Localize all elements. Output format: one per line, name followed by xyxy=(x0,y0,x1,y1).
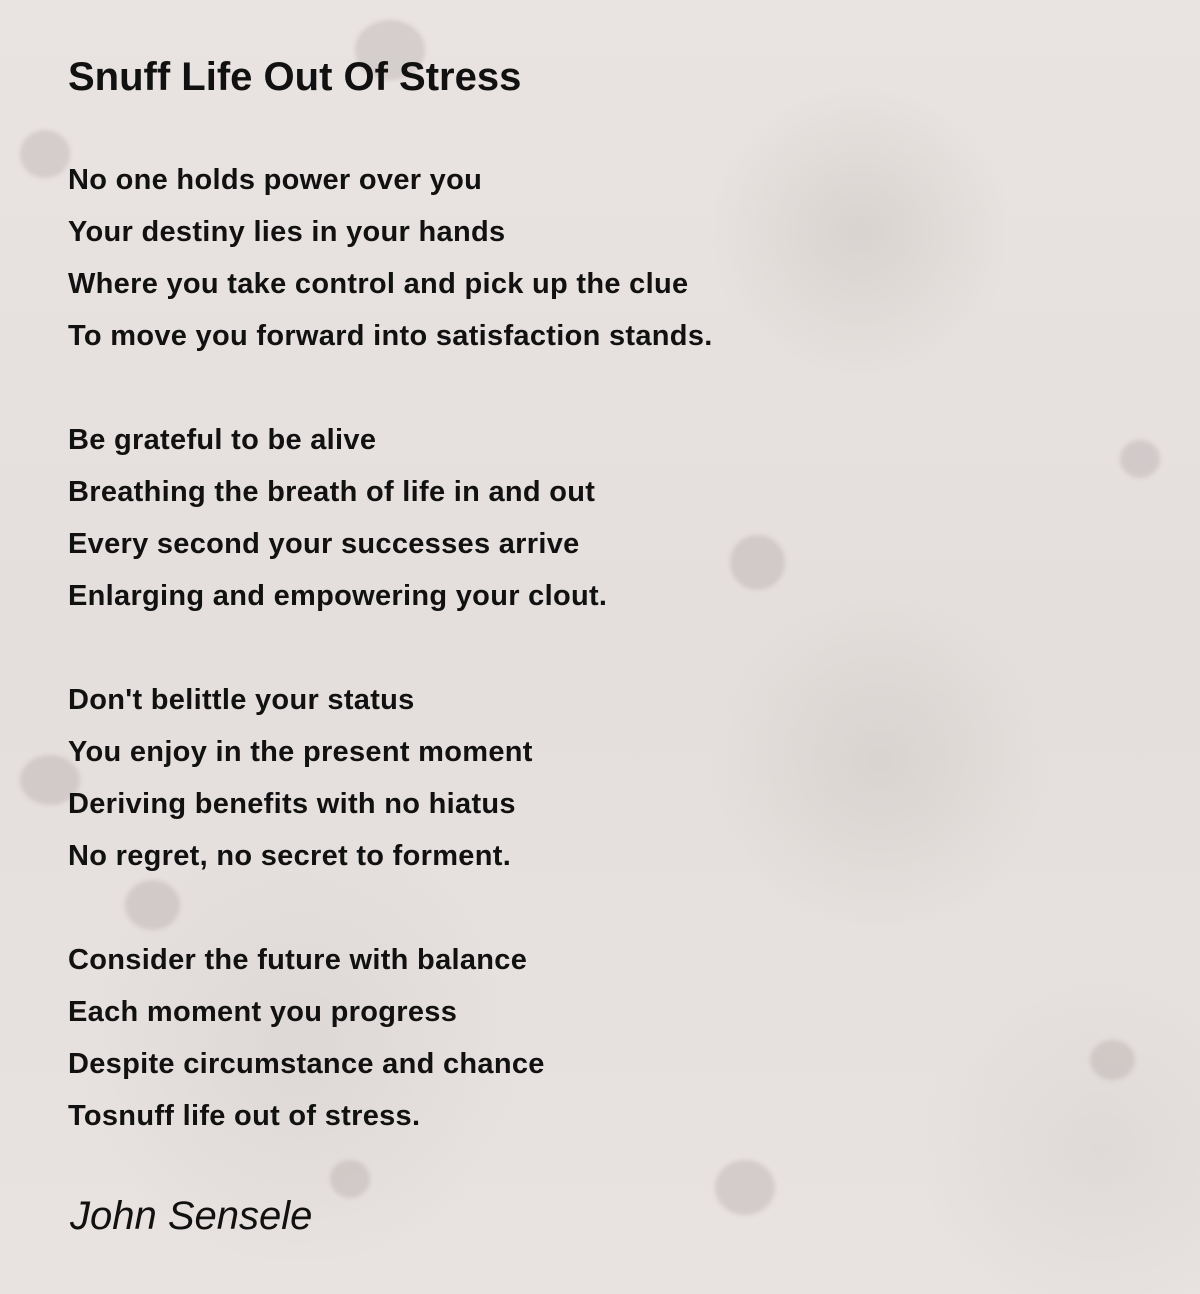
poem-line: No regret, no secret to forment. xyxy=(68,840,512,872)
poem-body xyxy=(68,154,713,1194)
poem-line: You enjoy in the present moment xyxy=(68,736,533,768)
stanza xyxy=(68,414,713,622)
background-blot xyxy=(1090,1040,1135,1080)
poem-line: To move you forward into satisfaction stands. xyxy=(68,320,713,352)
poem-line: Don't belittle your status xyxy=(68,684,415,716)
background-blot xyxy=(1120,440,1160,478)
background-blot xyxy=(715,1160,775,1215)
poem-line: Each moment you progress xyxy=(68,996,458,1028)
poem-line: Every second your successes arrive xyxy=(68,528,580,560)
poem-line: Tosnuff life out of stress. xyxy=(68,1100,421,1132)
poem-line: Your destiny lies in your hands xyxy=(68,216,506,248)
background-blot xyxy=(730,535,785,590)
poem-line: Enlarging and empowering your clout. xyxy=(68,580,608,612)
poem-line: Breathing the breath of life in and out xyxy=(68,476,596,508)
background-blot xyxy=(20,130,70,178)
stanza xyxy=(68,154,713,362)
poem-author: John Sensele xyxy=(70,1194,313,1238)
poem-line: Consider the future with balance xyxy=(68,944,528,976)
stanza xyxy=(68,674,713,882)
poem-line: Despite circumstance and chance xyxy=(68,1048,545,1080)
poem-line: No one holds power over you xyxy=(68,164,483,196)
poem-line: Where you take control and pick up the clue xyxy=(68,268,689,300)
poem-line: Be grateful to be alive xyxy=(68,424,377,456)
poem-line: Deriving benefits with no hiatus xyxy=(68,788,516,820)
poem-title: Snuff Life Out Of Stress xyxy=(68,55,522,99)
stanza xyxy=(68,934,713,1142)
